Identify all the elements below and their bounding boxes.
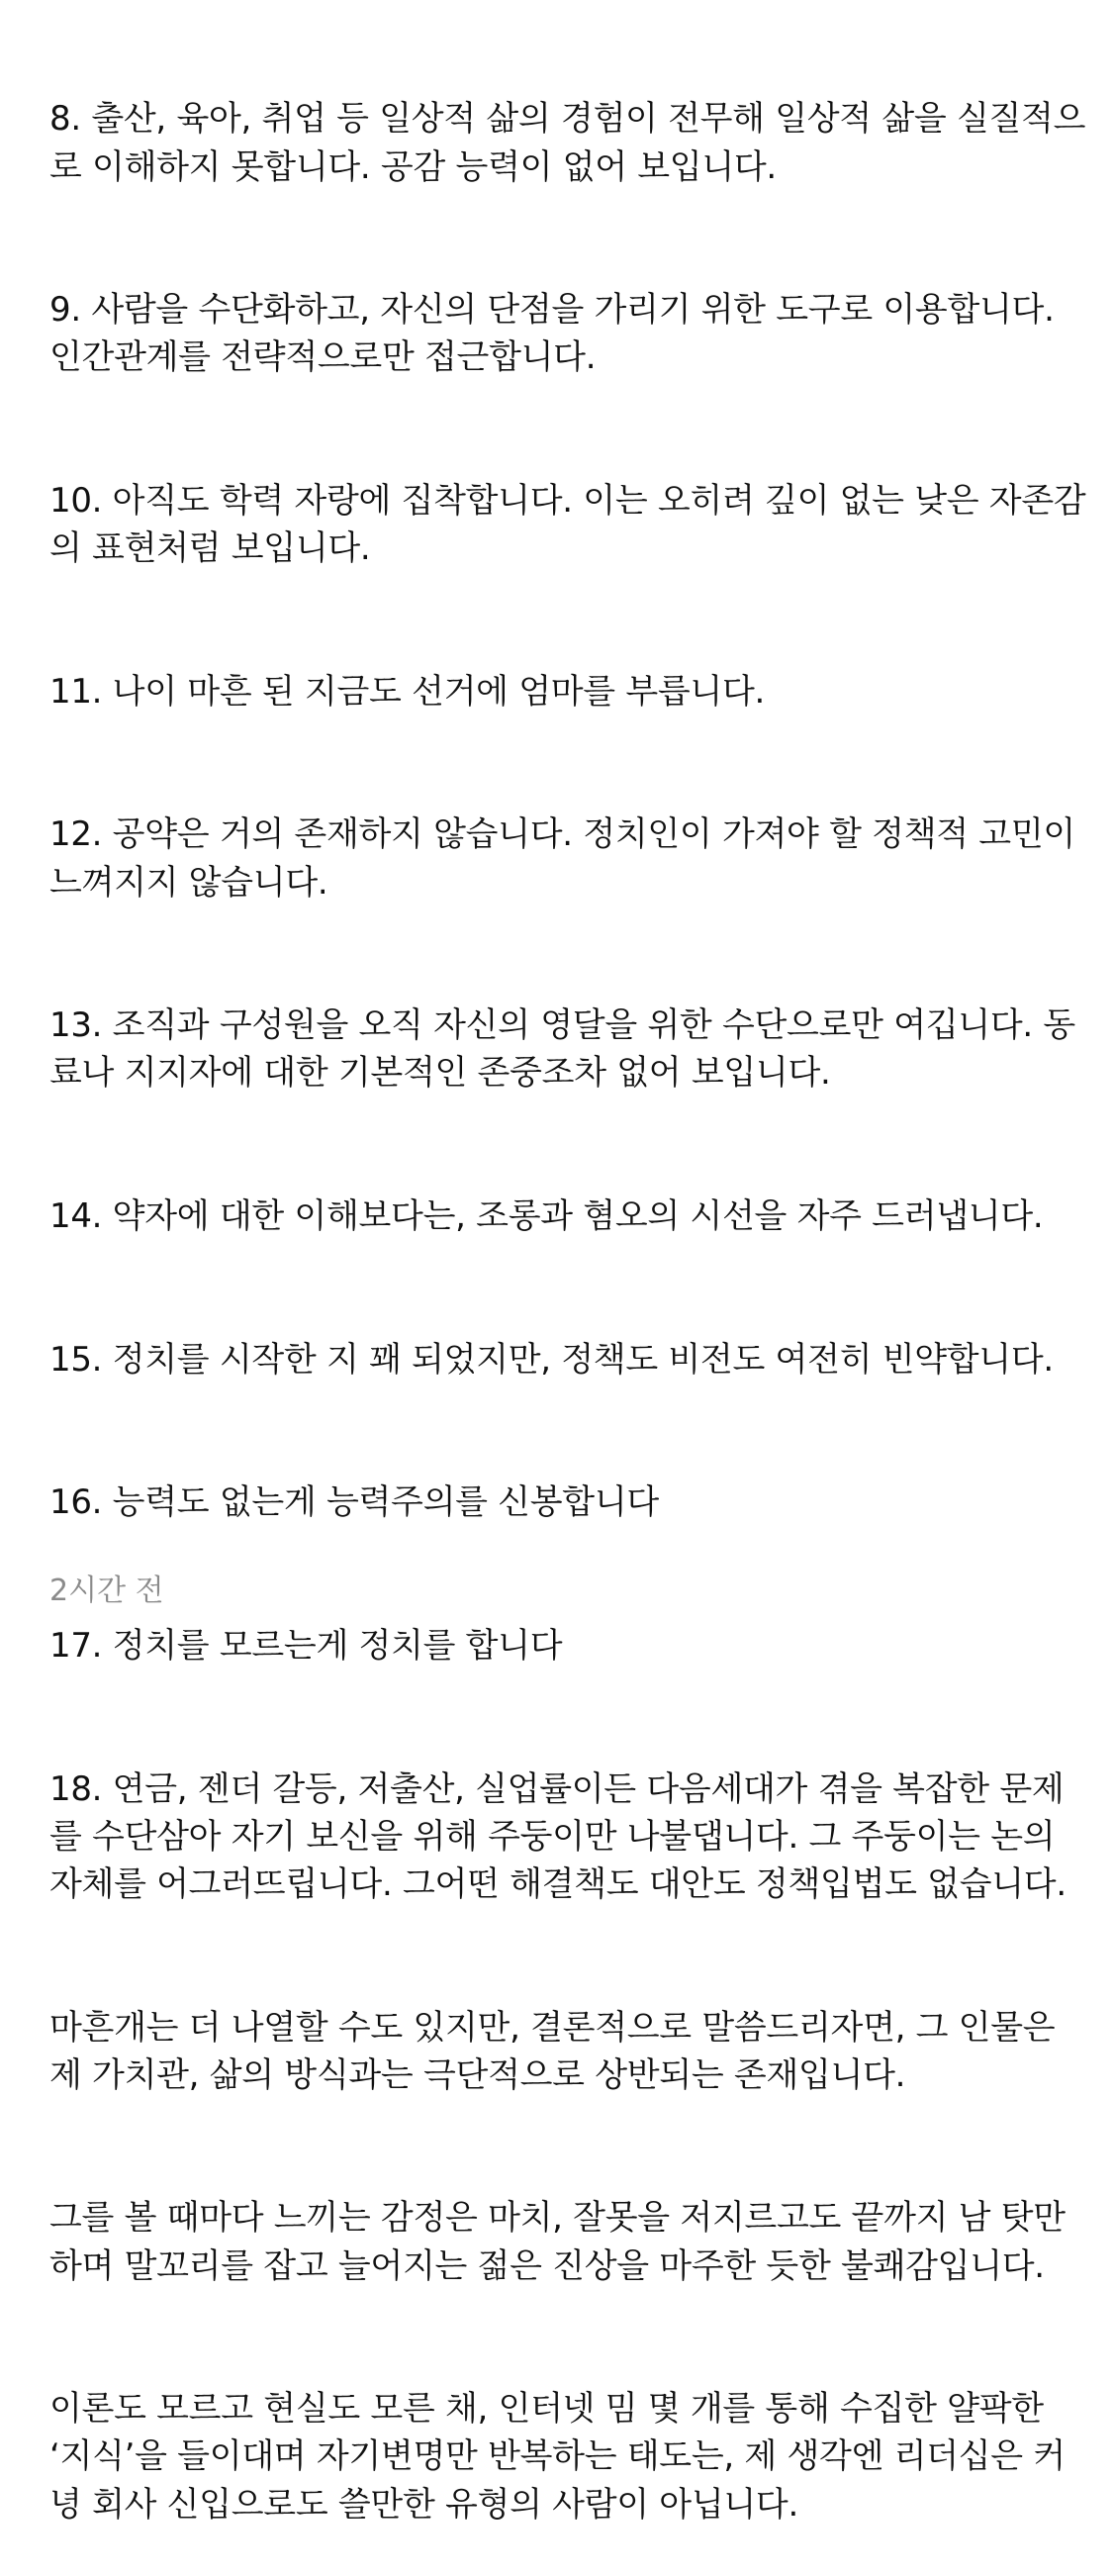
post-timestamp: 2시간 전 [49, 1574, 164, 1608]
feeling-paragraph: 그를 볼 때마다 느끼는 감정은 마치, 잘못을 저지르고도 끝까지 남 탓만 하며 말꼬리를 잡고 늘어지는 젊은 진상을 마주한 듯한 불쾌감입니다. [49, 2198, 1076, 2286]
list-item-8: 8. 출산, 육아, 취업 등 일상적 삶의 경험이 전무해 일상적 삶을 실질적으로 이해하지 못합니다. 공감 능력이 없어 보입니다. [49, 99, 1086, 187]
list-item-13: 13. 조직과 구성원을 오직 자신의 영달을 위한 수단으로만 여깁니다. 동료나 지지자에 대한 기본적인 존중조차 없어 보입니다. [49, 1005, 1075, 1094]
post-body [49, 0, 1088, 2576]
list-item-12: 12. 공약은 거의 존재하지 않습니다. 정치인이 가져야 할 정책적 고민이 느껴지지 않습니다. [49, 814, 1086, 903]
list-item-14: 14. 약자에 대한 이해보다는, 조롱과 혐오의 시선을 자주 드러냅니다. [49, 1196, 1044, 1237]
list-item-15: 15. 정치를 시작한 지 꽤 되었지만, 정책도 비전도 여전히 빈약합니다. [49, 1339, 1054, 1380]
list-item-17: 17. 정치를 모르는게 정치를 합니다 [49, 1625, 563, 1666]
list-item-11: 11. 나이 마흔 된 지금도 선거에 엄마를 부릅니다. [49, 671, 766, 712]
list-item-18: 18. 연금, 젠더 갈등, 저출산, 실업률이든 다음세대가 겪을 복잡한 문제를 수단삼아 자기 보신을 위해 주둥이만 나불댑니다. 그 주둥이는 논의 자체를 어그러뜨립니다. 그어떤 해결책도 대안도 정책입법도 없습니다. [49, 1768, 1067, 1904]
conclusion-paragraph: 마흔개는 더 나열할 수도 있지만, 결론적으로 말씀드리자면, 그 인물은 제 가치관, 삶의 방식과는 극단적으로 상반되는 존재입니다. [49, 2007, 1066, 2095]
closing-paragraph: 이론도 모르고 현실도 모른 채, 인터넷 밈 몇 개를 통해 수집한 얄팍한 ‘지식’을 들이대며 자기변명만 반복하는 태도는, 제 생각엔 리더십은 커녕 회사 신입으로도 쓸만한 유형의 사람이 아닙니다. [49, 2389, 1066, 2525]
list-item-9: 9. 사람을 수단화하고, 자신의 단점을 가리기 위한 도구로 이용합니다. 인간관계를 전략적으로만 접근합니다. [49, 290, 1066, 378]
list-item-10: 10. 아직도 학력 자랑에 집착합니다. 이는 오히려 깊이 없는 낮은 자존감의 표현처럼 보입니다. [49, 481, 1086, 569]
list-item-16: 16. 능력도 없는게 능력주의를 신봉합니다 [49, 1482, 659, 1523]
